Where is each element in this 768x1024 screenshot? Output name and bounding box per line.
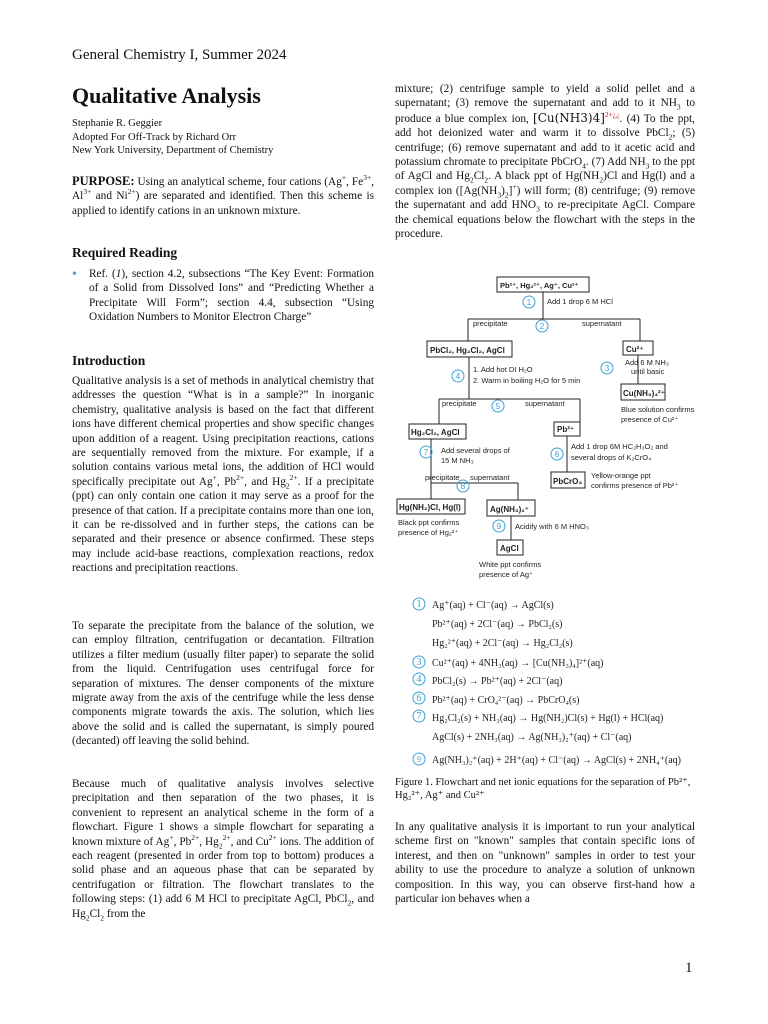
intro-paragraph-2: To separate the precipitate from the balance of the solution, we can employ filtration, centrifugation or decantation. Filtration utilizes a filter medium (usually filter paper) to separate the solid from the liquid. Centrifugation uses centrifugal force for separation of mixtures. The denser components of the mixture migrate away from the axis of the centrifuge while the less dense components migrate towards the axis. The solution, which lies above the solid and is called the supernatant, is simply poured (decanted) off leaving the solid behind. [72,620,374,748]
equation: Ag⁺(aq) + Cl⁻(aq) → AgCl(s) [432,600,554,611]
purpose-label: PURPOSE: [72,174,135,188]
svg-text:1: 1 [416,599,422,610]
svg-text:6: 6 [416,693,422,704]
analysis-paragraph: In any qualitative analysis it is important to run your analytical scheme first on "known" samples that contain specific ions of interest, and then on "unknown" samples in order to test your ability to use the procedure to analyze a solution of unknown composition. In this way, you can observe first-hand how a particular ion behaves when a [395,821,695,906]
equation: Pb²⁺(aq) + CrO₄²⁻(aq) → PbCrO₄(s) [432,695,580,706]
flow-step1-label: Add 1 drop 6 M HCl [547,297,613,306]
equation: Pb²⁺(aq) + 2Cl⁻(aq) → PbCl₂(s) [432,619,563,630]
step-number: 8 [460,482,466,491]
svg-text:Yellow-orange ppt: Yellow-orange ppt [591,471,651,480]
svg-text:7: 7 [416,711,422,722]
svg-text:PbCrO₄: PbCrO₄ [553,477,583,486]
step-number: 7 [423,448,429,457]
equation: AgCl(s) + 2NH₃(aq) → Ag(NH₃)₂⁺(aq) + Cl⁻(aq) [432,732,632,743]
svg-text:Add 6 M NH₃: Add 6 M NH₃ [625,358,669,367]
equation-9 [412,750,702,770]
author-line: Adopted For Off-Track by Richard Orr [72,131,237,143]
page-number: 1 [685,960,693,976]
svg-text:Ag(NH₃)₂⁺: Ag(NH₃)₂⁺ [490,505,530,514]
step-number: 3 [604,364,610,373]
flow-top-label: Pb²⁺, Hg₂²⁺, Ag⁺, Cu²⁺ [500,281,579,290]
equation: Ag(NH₃)₂⁺(aq) + 2H⁺(aq) + Cl⁻(aq) → AgCl(s) + 2NH₄⁺(aq) [432,755,681,766]
svg-text:White ppt confirms: White ppt confirms [479,560,542,569]
page-title: Qualitative Analysis [72,83,261,108]
author-block [72,117,273,158]
svg-text:presence of Hg₂²⁺: presence of Hg₂²⁺ [398,528,459,537]
svg-text:precipitate: precipitate [442,399,477,408]
reading-bullet [72,267,374,325]
svg-text:supernatant: supernatant [470,473,510,482]
svg-text:until basic: until basic [631,367,665,376]
svg-text:Add 1 drop 6M HC₂H₃O₂ and: Add 1 drop 6M HC₂H₃O₂ and [571,442,668,451]
svg-text:precipitate: precipitate [425,473,460,482]
svg-text:Cu(NH₃)₄²⁺: Cu(NH₃)₄²⁺ [623,389,665,398]
step-number: 4 [455,372,461,381]
svg-text:1. Add hot DI H₂O: 1. Add hot DI H₂O [473,365,533,374]
flow-label: precipitate [473,319,508,328]
svg-text:9: 9 [417,755,421,764]
svg-text:Hg₂Cl₂, AgCl: Hg₂Cl₂, AgCl [411,428,460,437]
complex-ion: [Cu(NH3)4] [533,110,605,125]
svg-text:Black ppt confirms: Black ppt confirms [398,518,460,527]
svg-text:Hg(NH₂)Cl, Hg(l): Hg(NH₂)Cl, Hg(l) [399,503,461,512]
step-number: 9 [496,522,502,531]
svg-text:4: 4 [416,674,422,685]
equation: Hg₂Cl₂(s) + NH₃(aq) → Hg(NH₂)Cl(s) + Hg(l) + HCl(aq) [432,713,664,724]
svg-text:several drops of K₂CrO₄: several drops of K₂CrO₄ [571,453,652,462]
svg-text:15 M NH₃: 15 M NH₃ [441,456,474,465]
flow-label: supernatant [582,319,622,328]
required-reading-heading: Required Reading [72,245,178,260]
separation-flowchart [395,273,695,593]
svg-text:Blue solution confirms: Blue solution confirms [621,405,695,414]
bullet-icon: • [72,267,77,282]
figure-caption: Figure 1. Flowchart and net ionic equations for the separation of Pb²⁺, Hg₂²⁺, Ag⁺ and Cu²⁺ [395,777,691,801]
step-number: 6 [554,450,560,459]
step-number: 2 [539,322,545,331]
svg-text:AgCl: AgCl [500,544,519,553]
step-number: 1 [526,298,532,307]
step-number: 5 [495,402,501,411]
svg-text:PbCl₂, Hg₂Cl₂, AgCl: PbCl₂, Hg₂Cl₂, AgCl [430,346,505,355]
svg-text:Add several drops of: Add several drops of [441,446,510,455]
svg-text:Cu²⁺: Cu²⁺ [626,345,644,354]
author-line: New York University, Department of Chemistry [72,145,274,156]
equation: PbCl₂(s) → Pb²⁺(aq) + 2Cl⁻(aq) [432,676,563,687]
purpose-paragraph: PURPOSE: Using an analytical scheme, four cations (Ag+, $Fe^{3+}$, $Al^{3+}$ and $Ni^{2+}$) are separated and identified. Then this scheme is applied to identify cations in an unknown mixture. [72,173,375,217]
svg-text:supernatant: supernatant [525,399,565,408]
svg-text:3: 3 [416,657,422,668]
equation: Cu²⁺(aq) + 4NH₃(aq) → [Cu(NH₃)₄]²⁺(aq) [432,658,604,669]
intro-paragraph-1: Qualitative analysis is a set of methods in analytical chemistry that addresses the question “What is in a sample?” In inorganic chemistry, qualitative analysis is based on the fact that different ions have different chemical properties and show specific changes upon addition of a reagent. Using precipitation reactions, cations are sequentially removed from the mixture. For example, if a solution contains various metal ions, the addition of HCl would specifically precipitate out Ag+, $Pb^{2+}$, and $Hg_2^{2+}$. If a precipitate (ppt) can only contain one cation it may serve as a proof for the presence of that cation. If a precipitate contains more than one ion, it can be re-dissolved and in further steps, the cations can be separated and their presence or absence confirmed. These steps may include acid-base reactions, complexation reactions, redox reactions and precipitation reactions. [72,375,374,575]
svg-text:2. Warm in boiling H₂O for 5 m: 2. Warm in boiling H₂O for 5 min [473,376,581,385]
svg-text:Acidify with 6 M HNO₃: Acidify with 6 M HNO₃ [515,522,589,531]
svg-text:presence of Cu²⁺: presence of Cu²⁺ [621,415,679,424]
net-ionic-equations [412,594,702,744]
introduction-heading: Introduction [72,353,146,368]
equation: Hg₂²⁺(aq) + 2Cl⁻(aq) → Hg₂Cl₂(s) [432,638,573,649]
svg-text:Pb²⁺: Pb²⁺ [557,425,575,434]
intro-paragraph-3: Because much of qualitative analysis involves selective precipitation and then separation of the two phases, it is convenient to represent an analytical scheme in the form of a flowchart. Figure 1 shows a simple flowchart for separating a known mixture of Ag+, $Pb^{2+}$, $Hg_2^{2+}$, and $Cu^{2+}$ ions. The addition of each reagent (presented in order from top to bottom) produces a solid phase and an aqueous phase that can be separated by centrifugation or filtration. The flowchart translates to the following steps: (1) add 6 M HCl to precipitate AgCl, PbCl$_2$, and $Hg_2Cl_2$ from the [72,778,374,922]
procedure-paragraph: mixture; (2) centrifuge sample to yield a solid pellet and a supernatant; (3) remove the supernatant and add to it $NH_3$ to produce a blue complex ion, $[Cu(NH3)4]^{2+¿¿}$. (4) To the ppt, add hot deionized water and warm it to dissolve PbCl$_2$; (5) centrifuge; (6) remove supernatant and add to it acetic acid and potassium chromate to precipitate PbCrO$_4$. (7) Add $NH_3$ to the ppt of AgCl and $Hg_2Cl_2$. A black ppt of $Hg(NH_2)Cl$ and Hg(l) and a complex ion $([Ag(NH_3)_2]^+)$ will form; (8) centrifuge; (9) remove the supernatant and add $HNO_3$ to re-precipitate AgCl. Compare the chemical equations below the flowchart with the steps in the procedure. [395,83,696,241]
svg-text:confirms presence of Pb²⁺: confirms presence of Pb²⁺ [591,481,679,490]
course-header: General Chemistry I, Summer 2024 [72,47,287,63]
author-line: Stephanie R. Geggier [72,118,163,129]
reading-text: Ref. (1), section 4.2, subsections “The Key Event: Formation of a Solid from Dissolved Ions” and “Predicting Whether a Precipitate Will Form”; section 4.4, subsection “Using Oxidation Numbers to Monitor Electron Charge” [89,268,374,324]
svg-text:presence of Ag⁺: presence of Ag⁺ [479,570,533,579]
